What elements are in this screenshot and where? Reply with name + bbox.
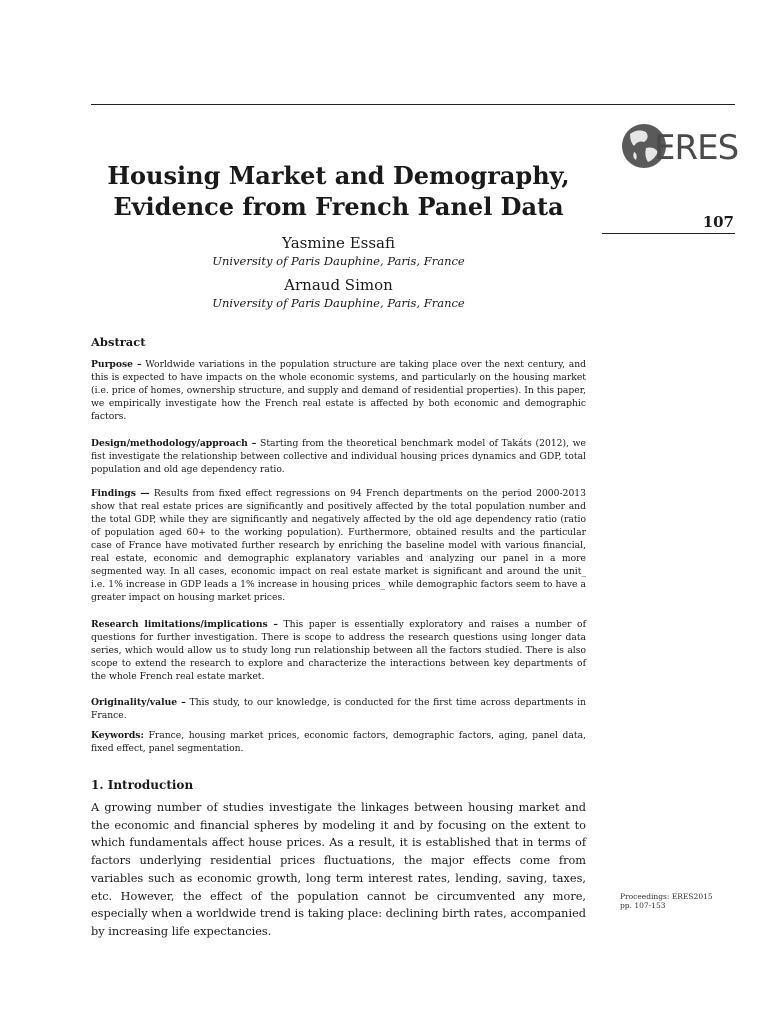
title-line-1: Housing Market and Demography, <box>107 161 570 190</box>
proceedings-label: Proceedings: ERES2015 <box>620 892 713 901</box>
abstract-originality: Originality/value – This study, to our knowledge, is conducted for the first time across departments in France. <box>91 697 586 721</box>
logo-text: ERES <box>654 128 739 168</box>
section-heading: 1. Introduction <box>91 778 194 792</box>
title-line-2: Evidence from French Panel Data <box>113 192 564 221</box>
author-affiliation: University of Paris Dauphine, Paris, France <box>212 296 465 310</box>
abstract-purpose: Purpose – Worldwide variations in the population structure are taking place over the next century, and this is expected to have impacts on the whole economic systems, and particularly on the housing market (i.e. price of homes, ownership structure, and supply and demand of residential properties). In this paper, we empirically investigate how the French real estate is affected by both economic and demographic factors. <box>91 359 586 422</box>
introduction-paragraph: A growing number of studies investigate the linkages between housing market and the economic and financial spheres by modeling it and by focusing on the extent to which fundamentals affect house prices. As a result, it is established that in terms of factors underlying residential prices fluctuations, the major effects come from variables such as economic growth, long term interest rates, lending, saving, taxes, etc. However, the effect of the population cannot be circumvented any more, especially when a worldwide trend is taking place: declining birth rates, accompanied by increasing life expectancies. <box>91 801 586 938</box>
abstract-keywords: Keywords: France, housing market prices, economic factors, demographic factors, aging, panel data, fixed effect, panel segmentation. <box>91 730 586 754</box>
author-affiliation: University of Paris Dauphine, Paris, France <box>212 254 465 268</box>
abstract-design: Design/methodology/approach – Starting from the theoretical benchmark model of Takáts (2012), we fist investigate the relationship between collective and individual housing prices dynamics and GDP, total population and old age dependency ratio. <box>91 438 586 475</box>
page-number-rule <box>602 233 735 234</box>
abstract-limitations: Research limitations/implications – This paper is essentially exploratory and raises a number of questions for further investigation. There is scope to address the research questions using longer data series, which would allow us to study long run relationship between all the factors studied. There is also scope to extend the research to explore and characterize the interactions between key departments of the whole French real estate market. <box>91 619 586 682</box>
author-name: Yasmine Essafi <box>282 234 395 252</box>
author-name: Arnaud Simon <box>284 276 393 294</box>
header-rule <box>91 104 735 105</box>
paper-title <box>91 160 586 222</box>
proceedings-note <box>620 892 713 910</box>
page-number: 107 <box>702 213 734 231</box>
abstract-findings: Findings — Results from fixed effect regressions on 94 French departments on the period 2000-2013 show that real estate prices are significantly and positively affected by the total population number and the total GDP, while they are significantly and negatively affected by the old age dependency ratio (ratio of population aged 60+ to the working population). Furthermore, obtained results and the particular case of France have motivated further research by enriching the baseline model with various financial, real estate, economic and demographic explanatory variables and analyzing our panel in a more segmented way. In all cases, economic impact on real estate market is significant and around the unit_ i.e. 1% increase in GDP leads a 1% increase in housing prices_ while demographic factors seem to have a greater impact on housing market prices. <box>91 488 586 603</box>
proceedings-pages: pp. 107-153 <box>620 901 666 910</box>
abstract-heading: Abstract <box>91 335 146 349</box>
